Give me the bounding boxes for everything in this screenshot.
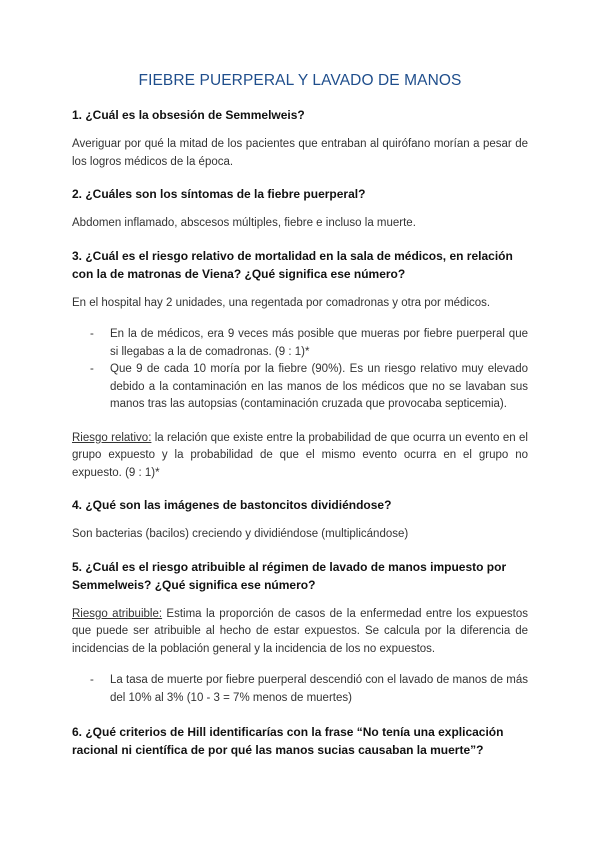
definition-term: Riesgo relativo: bbox=[72, 431, 152, 444]
definition-riesgo-atribuible bbox=[72, 606, 528, 659]
list-item: - La tasa de muerte por fiebre puerperal descendió con el lavado de manos de más del 10% al 3% (10 - 3 = 7% menos de muertes) bbox=[90, 672, 528, 707]
answer-4: Son bacterias (bacilos) creciendo y dividiéndose (multiplicándose) bbox=[72, 528, 409, 540]
answer-3-list bbox=[72, 326, 528, 414]
section-4 bbox=[72, 496, 528, 544]
definition-riesgo-relativo bbox=[72, 430, 528, 483]
definition-text: la relación que existe entre la probabilidad de que ocurra un evento en el grupo expuesto y la probabilidad de que el mismo evento ocurra en el grupo no expuesto. (9 : 1)* bbox=[72, 431, 528, 479]
question-2: 2. ¿Cuáles son los síntomas de la fiebre puerperal? bbox=[72, 187, 366, 201]
question-5: 5. ¿Cuál es el riesgo atribuible al régimen de lavado de manos impuesto por Semmelweis? ¿Qué significa ese número? bbox=[72, 559, 507, 592]
question-6: 6. ¿Qué criterios de Hill identificarías con la frase “No tenía una explicación racional ni científica de por qué las manos sucias causaban la muerte”? bbox=[72, 725, 504, 757]
answer-1: Averiguar por qué la mitad de los pacientes que entraban al quirófano morían a pesar de los logros médicos de la época. bbox=[72, 138, 528, 168]
section-2 bbox=[72, 185, 528, 233]
answer-2: Abdomen inflamado, abscesos múltiples, fiebre e incluso la muerte. bbox=[72, 217, 416, 229]
list-item: - En la de médicos, era 9 veces más posible que mueras por fiebre puerperal que si llegabas a la de comadronas. (9 : 1)* bbox=[90, 326, 528, 361]
section-6 bbox=[72, 723, 528, 759]
section-1 bbox=[72, 106, 528, 171]
list-item: - Que 9 de cada 10 moría por la fiebre (90%). Es un riesgo relativo muy elevado debido a la contaminación en las manos de los médicos que no se lavaban sus manos tras las autopsias (contaminación cruzada que provocaba septicemia). bbox=[90, 361, 528, 414]
section-3 bbox=[72, 247, 528, 483]
section-5 bbox=[72, 558, 528, 708]
question-3: 3. ¿Cuál es el riesgo relativo de mortalidad en la sala de médicos, en relación con la de matronas de Viena? ¿Qué significa ese número? bbox=[72, 248, 513, 281]
document-title: FIEBRE PUERPERAL Y LAVADO DE MANOS bbox=[138, 72, 462, 89]
definition-term: Riesgo atribuible: bbox=[72, 607, 163, 620]
question-1: 1. ¿Cuál es la obsesión de Semmelweis? bbox=[72, 108, 305, 122]
definition-text: Estima la proporción de casos de la enfermedad entre los expuestos que puede ser atribuible al hecho de estar expuestos. Se calcula por la diferencia de incidencias de la población general y la incidencia de los no expuestos. bbox=[72, 607, 528, 655]
answer-3-intro: En el hospital hay 2 unidades, una regentada por comadronas y otra por médicos. bbox=[72, 296, 491, 309]
question-4: 4. ¿Qué son las imágenes de bastoncitos dividiéndose? bbox=[72, 498, 392, 512]
answer-5-list bbox=[72, 672, 528, 707]
